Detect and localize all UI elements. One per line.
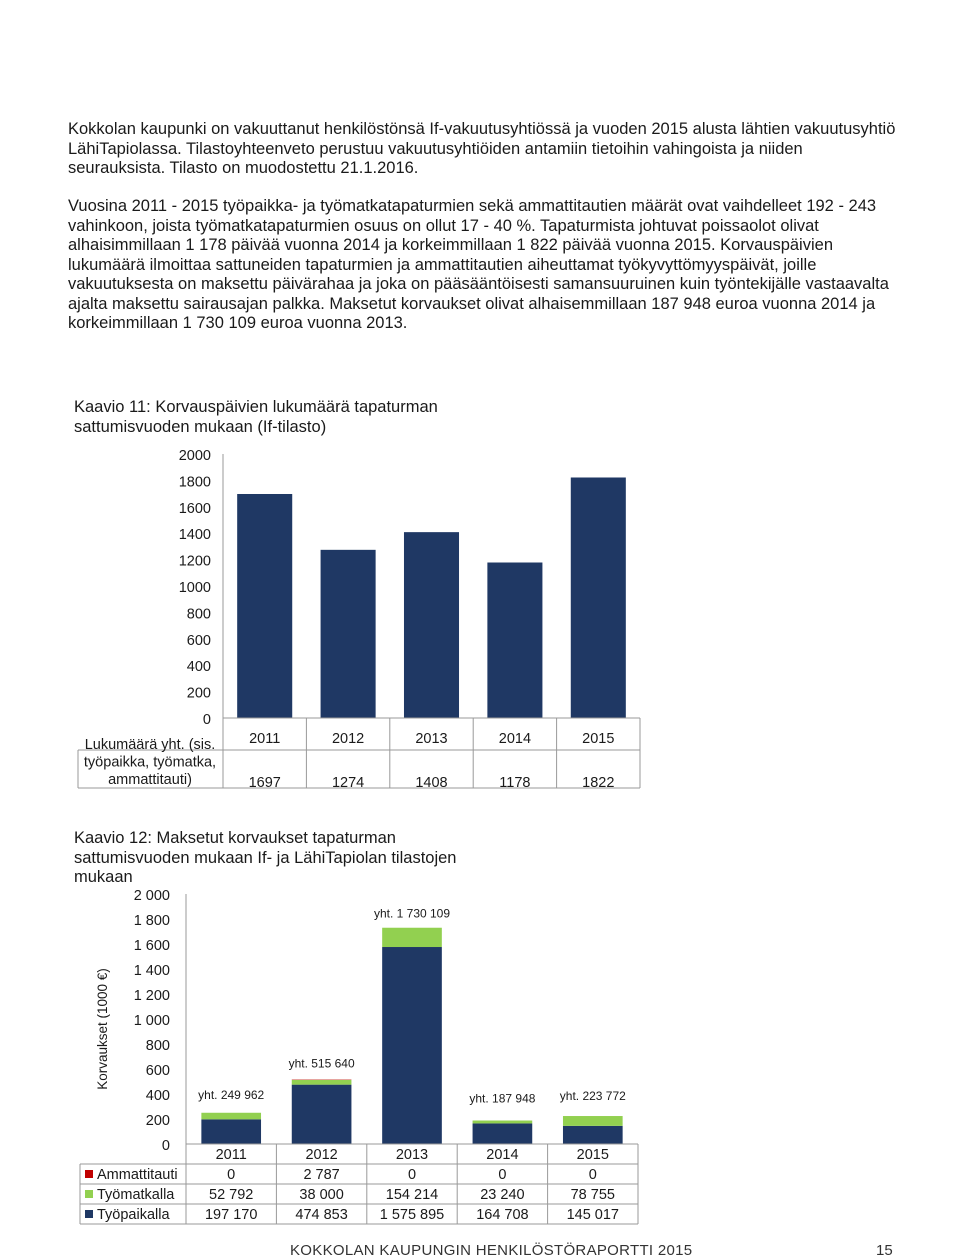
table-value: 1 575 895 xyxy=(380,1207,445,1223)
x-tick-label: 2011 xyxy=(216,1147,247,1163)
table-value: 154 214 xyxy=(386,1187,438,1203)
bar-2013 xyxy=(404,532,459,718)
stack-segment-2012 xyxy=(292,1085,352,1144)
y-tick-label: 200 xyxy=(146,1113,170,1129)
y-tick-label: 1 800 xyxy=(134,913,170,929)
table-value: 1822 xyxy=(582,775,614,791)
x-tick-label: 2015 xyxy=(577,1147,609,1163)
x-tick-label: 2012 xyxy=(305,1147,337,1163)
table-value: 78 755 xyxy=(571,1187,615,1203)
total-annotation: yht. 249 962 xyxy=(198,1088,264,1102)
table-value: 0 xyxy=(227,1167,235,1183)
table-value: 474 853 xyxy=(295,1207,347,1223)
stack-segment-2013 xyxy=(382,947,442,1144)
x-tick-label: 2013 xyxy=(415,731,447,747)
bar-2015 xyxy=(571,477,626,718)
table-value: 0 xyxy=(498,1167,506,1183)
stack-segment-2012 xyxy=(292,1080,352,1085)
page-number: 15 xyxy=(876,1242,893,1259)
total-annotation: yht. 223 772 xyxy=(560,1089,626,1103)
table-value: 2 787 xyxy=(303,1167,339,1183)
legend-swatch-Ammattitauti xyxy=(85,1170,93,1178)
y-tick-label: 600 xyxy=(146,1063,170,1079)
y-tick-label: 2000 xyxy=(179,448,211,464)
y-tick-label: 1800 xyxy=(179,474,211,490)
legend-swatch-Työpaikalla xyxy=(85,1210,93,1218)
bar-2014 xyxy=(487,563,542,718)
x-tick-label: 2014 xyxy=(486,1147,518,1163)
chart12-title: Kaavio 12: Maksetut korvaukset tapaturman sattumisvuoden mukaan If- ja LähiTapiolan tilastojen mukaan xyxy=(74,829,504,888)
y-tick-label: 1600 xyxy=(179,501,211,517)
x-tick-label: 2012 xyxy=(332,731,364,747)
stack-segment-2014 xyxy=(473,1121,533,1124)
table-value: 0 xyxy=(408,1167,416,1183)
table-value: 1274 xyxy=(332,775,364,791)
y-tick-label: 0 xyxy=(203,712,211,728)
y-tick-label: 1 600 xyxy=(134,938,170,954)
y-tick-label: 400 xyxy=(146,1088,170,1104)
stack-segment-2015 xyxy=(563,1116,623,1126)
y-tick-label: 1 200 xyxy=(134,988,170,1004)
y-tick-label: 2 000 xyxy=(134,888,170,904)
total-annotation: yht. 187 948 xyxy=(469,1092,535,1106)
table-value: 145 017 xyxy=(567,1207,619,1223)
x-tick-label: 2014 xyxy=(499,731,531,747)
legend-label: Työpaikalla xyxy=(97,1207,170,1223)
y-axis-title: Korvaukset (1000 €) xyxy=(95,968,110,1090)
y-tick-label: 1 000 xyxy=(134,1013,170,1029)
bar-2012 xyxy=(321,550,376,718)
y-tick-label: 1200 xyxy=(179,554,211,570)
stack-segment-2013 xyxy=(382,928,442,947)
table-value: 52 792 xyxy=(209,1187,253,1203)
x-tick-label: 2013 xyxy=(396,1147,428,1163)
stack-segment-2011 xyxy=(201,1113,261,1120)
total-annotation: yht. 1 730 109 xyxy=(374,907,450,921)
summary-paragraph: Vuosina 2011 - 2015 työpaikka- ja työmatkatapaturmien sekä ammattitautien määrät ovat vaihdelleet 192 - 243 vahinkoon, joista työmatkatapaturmien osuus on ollut 17 - 40 %. Tapaturmista johtuvat poissaolot olivat alhaisimmillaan 1 178 päivää vuonna 2014 ja korkeimmillaan 1 822 päivää vuonna 2015. Korvauspäivien lukumäärä ilmoittaa sattuneiden tapaturmien ja ammattitautien aiheuttamat työkyvyttömyyspäivät, joille vakuutuksesta on maksettu päivärahaa ja joka on pääsääntöisesti samansuuruinen kuin työntekijälle vastaavalta ajalta maksettu sairausajan palkka. Maksetut korvaukset olivat alhaisemmillaan 187 948 euroa vuonna 2014 ja korkeimmillaan 1 730 109 euroa vuonna 2013. xyxy=(68,197,904,334)
table-value: 1408 xyxy=(415,775,447,791)
legend-label: Työmatkalla xyxy=(97,1187,175,1203)
y-tick-label: 600 xyxy=(187,633,211,649)
legend-swatch-Työmatkalla xyxy=(85,1190,93,1198)
y-tick-label: 0 xyxy=(162,1138,170,1154)
table-value: 197 170 xyxy=(205,1207,257,1223)
y-tick-label: 200 xyxy=(187,686,211,702)
table-value: 0 xyxy=(589,1167,597,1183)
y-tick-label: 1 400 xyxy=(134,963,170,979)
legend-label: Ammattitauti xyxy=(97,1167,178,1183)
y-tick-label: 1400 xyxy=(179,527,211,543)
x-tick-label: 2011 xyxy=(249,731,280,747)
total-annotation: yht. 515 640 xyxy=(289,1057,355,1071)
table-value: 23 240 xyxy=(480,1187,524,1203)
x-tick-label: 2015 xyxy=(582,731,614,747)
chart11 xyxy=(0,430,960,800)
stack-segment-2014 xyxy=(473,1123,533,1144)
y-tick-label: 800 xyxy=(187,606,211,622)
y-tick-label: 400 xyxy=(187,659,211,675)
y-tick-label: 800 xyxy=(146,1038,170,1054)
intro-paragraph: Kokkolan kaupunki on vakuuttanut henkilöstönsä If-vakuutusyhtiössä ja vuoden 2015 alusta lähtien vakuutusyhtiö LähiTapiolassa. Tilastoyhteenveto perustuu vakuutusyhtiöiden antamiin tietoihin vahingoista ja niiden seurauksista. Tilasto on muodostettu 21.1.2016. xyxy=(68,120,904,179)
y-tick-label: 1000 xyxy=(179,580,211,596)
stack-segment-2011 xyxy=(201,1119,261,1144)
chart12 xyxy=(0,870,960,1230)
table-value: 1178 xyxy=(499,775,530,791)
table-value: 38 000 xyxy=(299,1187,343,1203)
stack-segment-2015 xyxy=(563,1126,623,1144)
table-value: 164 708 xyxy=(476,1207,528,1223)
table-value: 1697 xyxy=(249,775,281,791)
bar-2011 xyxy=(237,494,292,718)
footer-title: KOKKOLAN KAUPUNGIN HENKILÖSTÖRAPORTTI 2015 xyxy=(290,1242,692,1259)
series-label: Lukumäärä yht. (sis. työpaikka, työmatka, ammattitauti) xyxy=(84,737,216,788)
chart11-title: Kaavio 11: Korvauspäivien lukumäärä tapaturman sattumisvuoden mukaan (If-tilasto) xyxy=(74,398,494,437)
